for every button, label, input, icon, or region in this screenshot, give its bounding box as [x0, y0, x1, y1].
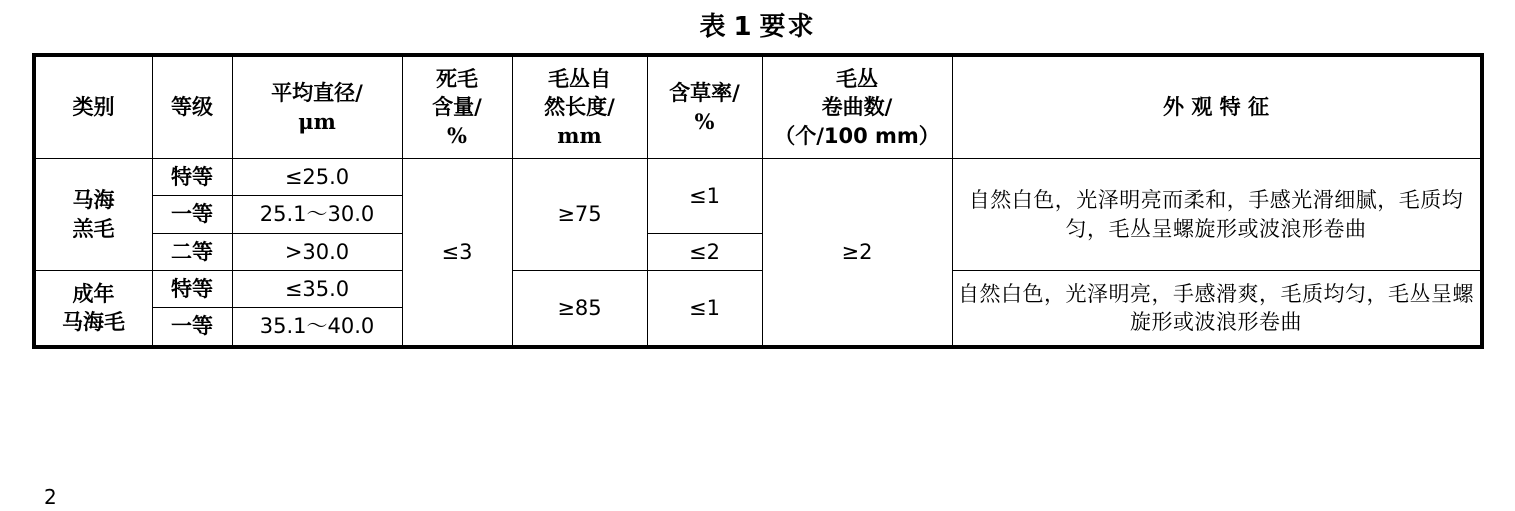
- header-crimp: [762, 57, 952, 159]
- cell-grass-content: ≤1: [647, 271, 762, 346]
- cell-grass-content: ≤1: [647, 159, 762, 234]
- cell-staple-length: ≥85: [512, 271, 647, 346]
- cell-category-mohair-adult: [35, 271, 152, 346]
- header-crimp-line3: （个/100 mm）: [774, 123, 940, 148]
- cell-category-line2: 马海毛: [62, 309, 125, 334]
- header-avg-diameter-line2: μm: [298, 108, 336, 134]
- header-dead-hair-line2: 含量/: [432, 95, 482, 120]
- cell-avg-diameter: 35.1～40.0: [232, 308, 402, 345]
- cell-avg-diameter: 25.1～30.0: [232, 196, 402, 233]
- cell-grade: 特等: [152, 159, 232, 196]
- table-header-row: [35, 57, 1480, 159]
- header-grass-content-line2: %: [694, 108, 715, 134]
- cell-grade: 二等: [152, 233, 232, 270]
- header-crimp-line2: 卷曲数/: [821, 95, 893, 120]
- table-title-prefix: 表: [699, 12, 728, 42]
- cell-category-mohair-kid: [35, 159, 152, 271]
- table-row: [35, 159, 1480, 196]
- cell-avg-diameter: >30.0: [232, 233, 402, 270]
- table-title-number: 1: [733, 12, 754, 42]
- table-title: [0, 0, 1515, 53]
- cell-grade: 一等: [152, 308, 232, 345]
- header-avg-diameter: [232, 57, 402, 159]
- header-staple-length-line1: 毛丛自: [548, 67, 611, 91]
- header-grass-content: [647, 57, 762, 159]
- cell-grade: 特等: [152, 271, 232, 308]
- header-staple-length: [512, 57, 647, 159]
- cell-category-line2: 羔毛: [72, 216, 115, 241]
- cell-category-line1: 成年: [72, 281, 115, 306]
- cell-staple-length: ≥75: [512, 159, 647, 271]
- cell-avg-diameter: ≤35.0: [232, 271, 402, 308]
- header-grass-content-line1: 含草率/: [669, 81, 740, 106]
- cell-crimp: ≥2: [762, 159, 952, 346]
- header-grade: 等级: [152, 57, 232, 159]
- header-category: 类别: [35, 57, 152, 159]
- header-crimp-line1: 毛丛: [836, 67, 878, 91]
- cell-avg-diameter: ≤25.0: [232, 159, 402, 196]
- header-avg-diameter-line1: 平均直径/: [271, 81, 363, 106]
- table-row: [35, 271, 1480, 308]
- cell-grade: 一等: [152, 196, 232, 233]
- header-dead-hair: [402, 57, 512, 159]
- cell-appearance: 自然白色，光泽明亮，手感滑爽，毛质均匀，毛丛呈螺旋形或波浪形卷曲: [952, 271, 1480, 346]
- header-dead-hair-line3: %: [447, 122, 467, 148]
- table-title-name: 要求: [759, 12, 816, 42]
- cell-appearance: 自然白色，光泽明亮而柔和，手感光滑细腻，毛质均匀，毛丛呈螺旋形或波浪形卷曲: [952, 159, 1480, 271]
- cell-grass-content: ≤2: [647, 233, 762, 270]
- header-appearance: 外 观 特 征: [952, 57, 1480, 159]
- requirements-table-border: [32, 53, 1484, 349]
- cell-category-line1: 马海: [72, 188, 115, 213]
- cell-dead-hair: ≤3: [402, 159, 512, 346]
- requirements-table: [35, 56, 1481, 346]
- header-dead-hair-line1: 死毛: [436, 67, 478, 91]
- header-staple-length-line2: 然长度/: [544, 95, 615, 120]
- header-staple-length-line3: mm: [557, 122, 602, 148]
- page-number: 2: [44, 485, 57, 509]
